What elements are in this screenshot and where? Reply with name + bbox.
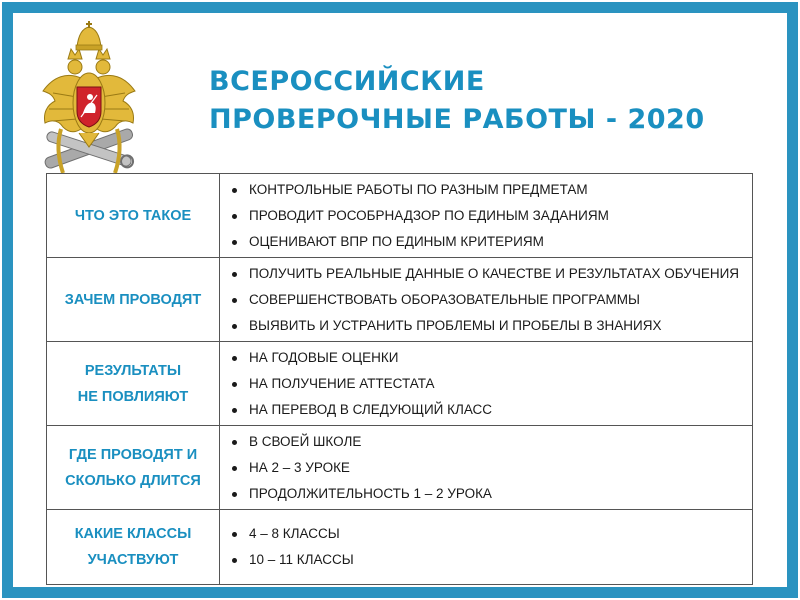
list-item: ВЫЯВИТЬ И УСТРАНИТЬ ПРОБЛЕМЫ И ПРОБЕЛЫ В ЗНАНИЯХ [230,313,748,339]
row-label: УЧАСТВУЮТ [87,552,179,568]
page-title [209,63,705,139]
row-label: ЗАЧЕМ ПРОВОДЯТ [64,291,202,308]
page-title-line-1: ВСЕРОССИЙСКИЕ [209,66,485,97]
row-items-cell [220,258,753,342]
row-label: ЧТО ЭТО ТАКОЕ [74,207,192,224]
list-item: ОЦЕНИВАЮТ ВПР ПО ЕДИНЫМ КРИТЕРИЯМ [230,229,748,255]
row-items-cell [220,342,753,426]
row-label-cell [47,342,220,426]
row-label: КАКИЕ КЛАССЫ [74,526,192,542]
list-item: КОНТРОЛЬНЫЕ РАБОТЫ ПО РАЗНЫМ ПРЕДМЕТАМ [230,177,748,203]
table-row-why [47,258,753,342]
row-items-cell [220,426,753,510]
info-table [46,173,753,585]
bullet-list [230,429,748,507]
list-item: СОВЕРШЕНСТВОВАТЬ ОБОРАЗОВАТЕЛЬНЫЕ ПРОГРАММЫ [230,287,748,313]
row-label: СКОЛЬКО ДЛИТСЯ [65,472,201,489]
table-row-where [47,426,753,510]
list-item: НА ГОДОВЫЕ ОЦЕНКИ [230,345,748,371]
row-label-cell [47,174,220,258]
bullet-list [230,261,748,339]
list-item: 4 – 8 КЛАССЫ [230,521,748,547]
row-items-cell [220,510,753,585]
table-row-classes [47,510,753,585]
row-label: НЕ ПОВЛИЯЮТ [77,388,189,405]
coat-of-arms-icon [33,21,145,181]
page-title-line-2: ПРОВЕРОЧНЫЕ РАБОТЫ - 2020 [209,104,705,135]
row-label-cell [47,258,220,342]
list-item: НА ПЕРЕВОД В СЛЕДУЮЩИЙ КЛАСС [230,397,748,423]
bullet-list [230,521,748,573]
list-item: ПОЛУЧИТЬ РЕАЛЬНЫЕ ДАННЫЕ О КАЧЕСТВЕ И РЕЗУЛЬТАТАХ ОБУЧЕНИЯ [230,261,748,287]
list-item: ПРОВОДИТ РОСОБРНАДЗОР ПО ЕДИНЫМ ЗАДАНИЯМ [230,203,748,229]
row-label-cell [47,510,220,585]
list-item: НА 2 – 3 УРОКЕ [230,455,748,481]
list-item: ПРОДОЛЖИТЕЛЬНОСТЬ 1 – 2 УРОКА [230,481,748,507]
bullet-list [230,345,748,423]
table-row-what [47,174,753,258]
list-item: НА ПОЛУЧЕНИЕ АТТЕСТАТА [230,371,748,397]
table-row-no-impact [47,342,753,426]
row-label-cell [47,426,220,510]
row-items-cell [220,174,753,258]
list-item: В СВОЕЙ ШКОЛЕ [230,429,748,455]
row-label: ГДЕ ПРОВОДЯТ И [68,446,198,463]
list-item: 10 – 11 КЛАССЫ [230,547,748,573]
bullet-list [230,177,748,255]
row-label: РЕЗУЛЬТАТЫ [84,362,182,379]
